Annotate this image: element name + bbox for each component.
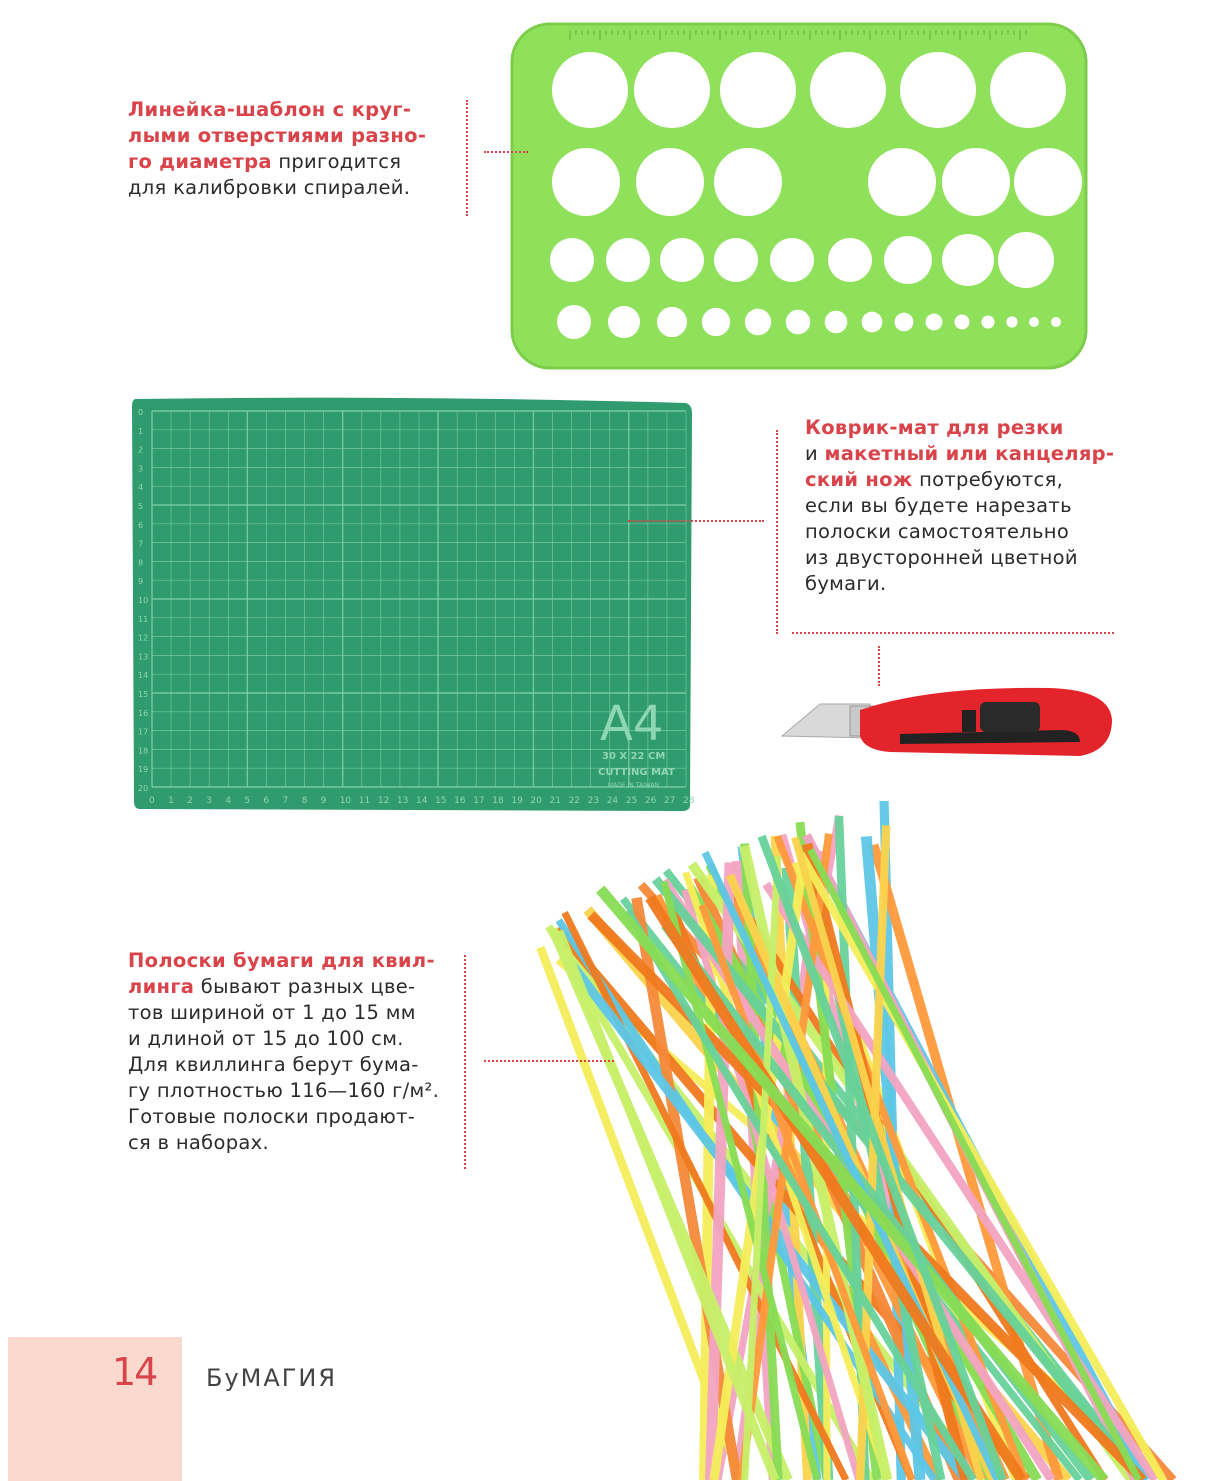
caption-highlight: линга — [128, 975, 195, 998]
caption-line — [128, 1130, 458, 1156]
ruler-hole — [606, 238, 650, 282]
mat-bottom-number: 0 — [149, 796, 155, 806]
utility-knife — [780, 680, 1120, 780]
mat-side-number: 0 — [138, 408, 144, 417]
ruler-hole — [550, 238, 594, 282]
ruler-hole — [745, 309, 771, 335]
ruler-hole — [1051, 317, 1061, 327]
mat-side-number: 16 — [138, 708, 149, 718]
strip-group — [540, 801, 1173, 1480]
mat-bottom-number: 1 — [168, 796, 174, 806]
caption-text: тов шириной от 1 до 15 мм — [128, 1001, 416, 1024]
mat-bottom-number: 13 — [396, 796, 409, 806]
mat-bottom-number: 7 — [282, 796, 289, 806]
ruler-hole — [828, 238, 872, 282]
caption-highlight: го диаметра — [128, 150, 272, 173]
ruler-hole — [862, 312, 883, 333]
mat-side-number: 18 — [138, 746, 149, 756]
ruler-hole — [895, 313, 914, 332]
caption-text: и длиной от 15 до 100 см. — [128, 1027, 404, 1050]
ruler-caption — [128, 97, 458, 201]
ruler-hole — [634, 52, 710, 128]
mat-bottom-number: 21 — [549, 796, 561, 806]
mat-bottom-number: 23 — [587, 796, 600, 806]
mat-made-label: MADE IN TAIWAN — [608, 782, 660, 789]
mat-side-number: 15 — [138, 690, 149, 699]
ruler-hole — [900, 52, 976, 128]
book-title: БуМАГИЯ — [206, 1364, 338, 1392]
caption-line — [805, 519, 1135, 545]
caption-line — [128, 948, 458, 974]
mat-side-number: 8 — [138, 558, 144, 568]
caption-highlight: ский нож — [805, 468, 913, 491]
mat-bottom-number: 15 — [435, 796, 447, 806]
ruler-hole — [981, 315, 994, 328]
knife-pointer-line — [878, 646, 880, 686]
mat-side-number: 14 — [138, 671, 149, 681]
caption-line — [128, 149, 458, 175]
mat-bottom-number: 16 — [454, 796, 466, 806]
mat-caption — [805, 415, 1135, 597]
caption-line — [128, 1078, 458, 1104]
mat-bottom-number: 27 — [663, 796, 676, 806]
ruler-hole — [714, 148, 782, 216]
mat-bottom-number: 11 — [358, 796, 371, 806]
caption-line — [805, 415, 1135, 441]
ruler-pointer-line — [484, 151, 528, 153]
caption-highlight: лыми отверстиями разно- — [128, 124, 427, 147]
mat-bottom-number: 24 — [606, 796, 619, 806]
ruler-hole — [770, 238, 814, 282]
mat-bottom-number: 12 — [377, 796, 390, 806]
mat-bottom-number: 4 — [225, 796, 232, 806]
caption-line — [128, 1104, 458, 1130]
caption-line — [128, 1026, 458, 1052]
ruler-hole — [1029, 317, 1039, 327]
mat-bottom-number: 26 — [644, 796, 657, 806]
mat-caption-divider — [776, 430, 778, 634]
caption-highlight: Полоски бумаги для квил- — [128, 949, 435, 972]
mat-bottom-number: 14 — [416, 796, 428, 806]
mat-side-number: 17 — [138, 727, 149, 737]
caption-text: если вы будете нарезать — [805, 494, 1072, 517]
ruler-hole — [636, 148, 704, 216]
mat-bottom-number: 5 — [244, 796, 251, 806]
strips-caption-divider — [464, 955, 466, 1169]
mat-side-number: 1 — [138, 426, 144, 436]
caption-text: гу плотностью 116—160 г/м² — [128, 1079, 433, 1102]
caption-line — [128, 974, 458, 1000]
caption-text: Для квиллинга берут бума- — [128, 1053, 419, 1076]
mat-bottom-number: 8 — [301, 796, 308, 806]
mat-side-number: 5 — [138, 502, 144, 511]
caption-text: пригодится — [271, 150, 402, 173]
mat-side-number: 10 — [138, 596, 149, 605]
mat-side-number: 6 — [138, 520, 144, 530]
ruler-hole — [702, 308, 730, 336]
mat-bottom-number: 6 — [263, 796, 270, 806]
ruler-hole — [720, 52, 796, 128]
mat-side-number: 2 — [138, 445, 144, 455]
ruler-hole — [657, 307, 687, 337]
caption-line — [805, 571, 1135, 597]
mat-bottom-number: 17 — [473, 796, 485, 806]
mat-bottom-number: 28 — [683, 796, 695, 806]
mat-bottom-number: 22 — [568, 796, 581, 806]
ruler-hole — [942, 148, 1010, 216]
mat-side-number: 4 — [138, 483, 144, 493]
caption-text: из двусторонней цветной — [805, 546, 1078, 569]
circle-template-ruler — [510, 22, 1090, 372]
ruler-hole — [926, 314, 943, 331]
knife-slider — [962, 710, 976, 732]
mat-bottom-number: 10 — [339, 796, 352, 806]
strips-pointer-line — [484, 1060, 614, 1062]
ruler-hole — [990, 52, 1066, 128]
caption-text: для калибровки спиралей. — [128, 176, 411, 199]
ruler-hole — [1006, 316, 1017, 327]
caption-line — [128, 175, 458, 201]
mat-side-number: 20 — [138, 784, 149, 793]
mat-side-number: 7 — [138, 539, 144, 549]
ruler-hole — [884, 236, 932, 284]
caption-line — [128, 97, 458, 123]
caption-text: ся в наборах. — [128, 1131, 269, 1154]
mat-side-number: 12 — [138, 633, 149, 643]
mat-side-number: 3 — [138, 464, 144, 474]
ruler-caption-divider — [466, 100, 468, 216]
ruler-hole — [714, 238, 758, 282]
page-number: 14 — [112, 1350, 157, 1394]
paper-strip — [600, 889, 1104, 1480]
quilling-paper-strips — [520, 780, 1210, 1480]
caption-line — [128, 1000, 458, 1026]
ruler-hole — [825, 311, 848, 334]
mat-side-number: 11 — [138, 614, 149, 624]
cutting-mat — [130, 395, 696, 815]
mat-pointer-line — [628, 520, 764, 522]
caption-text: и — [805, 442, 825, 465]
mat-bottom-number: 9 — [320, 796, 327, 806]
caption-highlight: Линейка-шаблон с круг- — [128, 98, 412, 121]
ruler-hole — [868, 148, 936, 216]
caption-text: бывают разных цве- — [194, 975, 416, 998]
ruler-hole — [557, 305, 591, 339]
caption-text: полоски самостоятельно — [805, 520, 1070, 543]
caption-highlight: Коврик-мат для резки — [805, 416, 1064, 439]
caption-line — [805, 467, 1135, 493]
mat-bottom-number: 25 — [625, 796, 638, 806]
knife-button — [980, 702, 1040, 732]
knife-caption-underline — [792, 632, 1114, 634]
ruler-hole — [955, 315, 970, 330]
ruler-hole — [608, 306, 640, 338]
caption-text: Готовые полоски продают- — [128, 1105, 416, 1128]
mat-bottom-number: 18 — [492, 796, 504, 806]
ruler-hole — [660, 238, 704, 282]
mat-bottom-number: 20 — [530, 796, 542, 806]
caption-line — [805, 545, 1135, 571]
mat-type-label: CUTTING MAT — [598, 767, 675, 778]
caption-line — [128, 123, 458, 149]
ruler-hole — [786, 310, 811, 335]
mat-side-number: 9 — [138, 577, 144, 587]
caption-line — [128, 1052, 458, 1078]
mat-side-number: 13 — [138, 652, 149, 662]
ruler-hole — [552, 148, 620, 216]
mat-side-number: 19 — [138, 765, 149, 775]
caption-highlight: макетный или канцеляр- — [824, 442, 1115, 465]
mat-a4-label: A4 — [600, 696, 664, 752]
caption-line — [805, 493, 1135, 519]
ruler-hole — [1014, 148, 1082, 216]
ruler-hole — [998, 232, 1054, 288]
ruler-hole — [552, 52, 628, 128]
mat-bottom-number: 2 — [187, 796, 193, 806]
caption-text: потребуются, — [912, 468, 1064, 491]
caption-text: бумаги. — [805, 572, 887, 595]
mat-size-label: 30 X 22 CM — [602, 751, 666, 762]
mat-bottom-number: 19 — [511, 796, 523, 806]
strips-caption — [128, 948, 458, 1156]
mat-bottom-number: 3 — [206, 796, 212, 806]
caption-text: . — [432, 1079, 440, 1102]
ruler-hole — [942, 234, 994, 286]
caption-line — [805, 441, 1135, 467]
ruler-hole — [810, 52, 886, 128]
